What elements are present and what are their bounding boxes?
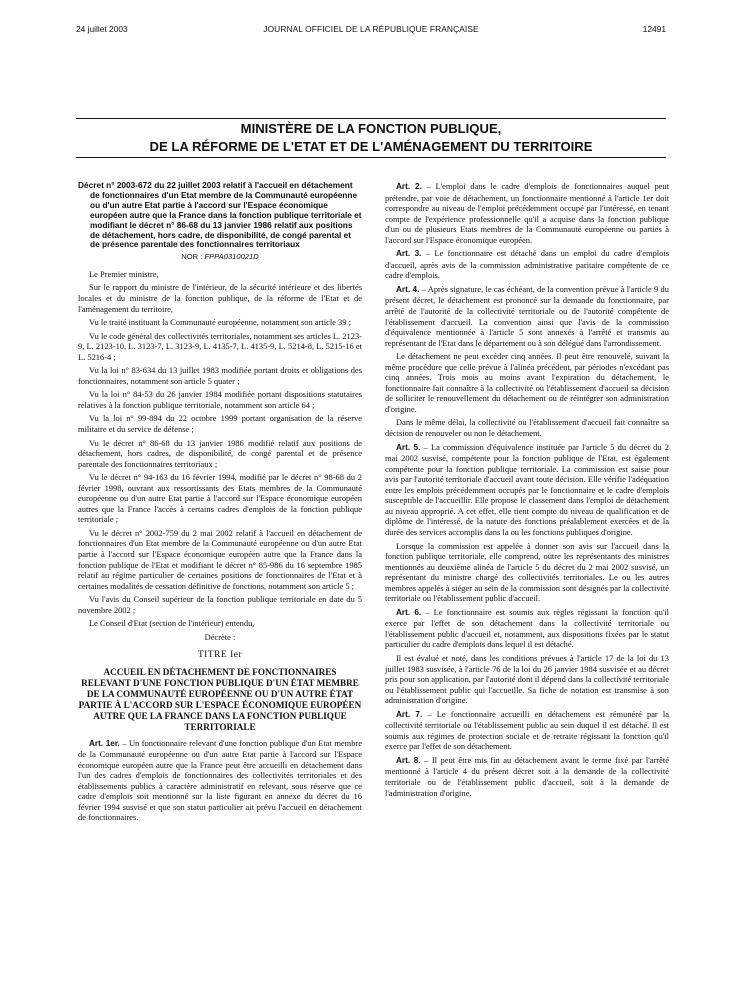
article-text: – Le fonctionnaire accueilli en détachement est rémunéré par la collectivité territoriale ou l'établissement public au sein duquel il est détaché. Il est soumis aux régimes de protection sociale et de retraite régissant la fonction qu'il exerce par l'effet de son détachement.: [385, 708, 669, 752]
article-text: Il est évalué et noté, dans les conditions prévues à l'article 17 de la loi du 13 juillet 1983 susvisée, à l'article 76 de la loi du 26 janvier 1984 susvisée et au décret pris pour son application, par l'autorité dont il dépend dans la collectivité territoriale ou l'établissement public qui l'accueille. Sa fiche de notation est transmise à son administration d'origine.: [385, 652, 669, 706]
nor-label: NOR :: [181, 252, 203, 262]
article-text: – Le fonctionnaire est soumis aux règles régissant la fonction qu'il exerce par l'effet de son détachement dans la collectivité territoriale ou l'établissement public d'accueil et, notamment, aux dispositions fixées par le statut particulier du cadre d'emplois dans lequel il est détaché.: [385, 606, 669, 650]
article-text: Lorsque la commission est appelée à donner son avis sur l'accueil dans la fonction publique territoriale, elle comprend, outre les représentants des ministres mentionnés au deuxième alinéa de l'article 5 du décret du 2 mai 2002 susvisé, un représentant du ministre chargé des collectivités territoriales. Le ou les autres membres appelés à siéger au sein de la commission sont désignés par la collectivité territoriale ou l'établissement public d'accueil.: [385, 540, 669, 604]
article-label: Art. 2.: [396, 182, 422, 191]
article-text: – Un fonctionnaire relevant d'une fonction publique d'un Etat membre de la Communauté européenne ou d'un autre Etat partie à l'accord sur l'Espace économique européen autre que la France peut être accueilli en détachement dans l'un des cadres d'emplois de fonctionnaires des collectivités territoriales et des établissements publics à caractère administratif en relevant, sous réserve que ce cadre d'emplois soit mentionné sur la liste figurant en annexe du décret du 16 février 1994 susvisé et que son statut particulier ait prévu l'accueil en détachement de fonctionnaires.: [78, 737, 362, 823]
ministry-banner: [76, 118, 666, 158]
article-text: – Le fonctionnaire est détaché dans un emploi du cadre d'emplois d'accueil, après avis de la commission administrative paritaire compétente de ce cadre d'emplois.: [385, 248, 669, 281]
article-text: – Après signature, le cas échéant, de la convention prévue à l'article 9 du présent décret, le détachement est prononcé sur la demande du fonctionnaire, par arrêté de l'autorité de la collectivité territoriale ou de l'autorité compétente de l'établissement d'accueil. La convention ainsi que l'avis de la commission d'équivalence mentionnée à l'article 5 sont annexés à l'arrêté et transmis au représentant de l'Etat dans le département ou à son délégué dans l'arrondissement.: [385, 283, 669, 348]
right-column: [385, 181, 669, 801]
preamble-paragraph: Vu le traité instituant la Communauté européenne, notamment son article 39 ;: [89, 317, 351, 328]
running-header: [76, 24, 666, 40]
preamble-paragraph: Vu la loi n° 83-634 du 13 juillet 1983 modifiée portant droits et obligations des fonctionnaires, notamment son article 5 quater ;: [78, 365, 362, 386]
preamble-paragraph: Le Conseil d'Etat (section de l'intérieur) entendu,: [89, 618, 255, 629]
article-paragraph: [385, 351, 669, 414]
articles-right: [385, 181, 669, 798]
preamble-paragraph: Vu le décret n° 86-68 du 13 janvier 1986 modifié relatif aux positions de détachement, hors cadres, de disponibilité, de congé parental et de présence parentale des fonctionnaires territoriaux ;: [78, 437, 362, 469]
nor-code: FPPA0310021D: [204, 252, 259, 262]
preamble-paragraph: Vu le décret n° 94-163 du 16 février 1994, modifié par le décret n° 98-68 du 2 février 1998, ouvrant aux ressortissants des Etats membres de la Communauté européenne ou d'un autre Etat partie à l'accord sur l'Espace économique européen autres que la France l'accès à certains cadres d'emplois de la fonction publique territoriale ;: [78, 472, 362, 525]
header-page-number: 12491: [642, 24, 666, 34]
article-label: Art. 4.: [396, 284, 420, 294]
nor-reference: [78, 252, 362, 263]
article-paragraph: [385, 181, 669, 245]
preamble: [78, 269, 362, 629]
decree-title: Décret n° 2003-672 du 22 juillet 2003 relatif à l'accueil en détachement de fonctionnaires d'un Etat membre de la Communauté européenne ou d'un autre Etat partie à l'accord sur l'Espace économique européen autre que la France dans la fonction publique territoriale et modifiant le décret n° 86-68 du 13 janvier 1986 relatif aux positions de détachement, hors cadre, de disponibilité, de congé parental et de présence parentale des fonctionnaires territoriaux: [78, 180, 362, 250]
article-paragraph: [385, 248, 669, 281]
ministry-line-1: MINISTÈRE DE LA FONCTION PUBLIQUE,: [240, 121, 502, 136]
article-text: Dans le même délai, la collectivité ou l'établissement d'accueil fait connaître sa décision de renouveler ou non le détachement.: [385, 417, 669, 439]
article-label: Art. 5.: [396, 442, 421, 452]
preamble-paragraph: Vu la loi n° 99-894 du 22 octobre 1999 portant organisation de la réserve militaire et du service de défense ;: [78, 413, 362, 434]
decrete-line: Décrète :: [204, 631, 236, 642]
article-label: Art. 6.: [396, 607, 422, 617]
ministry-line-2: DE LA RÉFORME DE L'ETAT ET DE L'AMÉNAGEMENT DU TERRITOIRE: [149, 139, 593, 154]
preamble-paragraph: Vu le décret n° 2002-759 du 2 mai 2002 relatif à l'accueil en détachement de fonctionnaires d'un Etat membre de la Communauté européenne ou d'un autre Etat partie à l'accord sur l'Espace économique européen autre que la France dans la fonction publique de l'Etat et modifiant le décret n° 85-986 du 16 septembre 1985 relatif au régime particulier de certaines positions de fonctionnaires de l'Etat et à certaines modalités de cessation définitive de fonctions, notamment son article 5 ;: [78, 527, 362, 591]
article-text: – L'emploi dans le cadre d'emplois de fonctionnaires auquel peut prétendre, par voie de détachement, un fonctionnaire mentionné à l'article 1er doit correspondre au niveau de l'emploi précédemment occupé par l'intéressé, en tenant compte de l'expérience professionnelle qu'il a acquise dans la fonction publique d'un ou de plusieurs Etats membres de la Communauté européenne ou parties à l'accord sur l'Espace économique européen.: [385, 181, 669, 245]
preamble-paragraph: Vu l'avis du Conseil supérieur de la fonction publique territoriale en date du 5 novembre 2002 ;: [78, 594, 362, 615]
preamble-paragraph: Vu la loi n° 84-53 du 26 janvier 1984 modifiée portant dispositions statutaires relatives à la fonction publique territoriale, notamment son article 64 ;: [78, 389, 362, 410]
header-journal-title: JOURNAL OFFICIEL DE LA RÉPUBLIQUE FRANÇAISE: [263, 24, 479, 34]
header-date: 24 juillet 2003: [76, 24, 128, 34]
titre-label: TITRE Ier: [197, 650, 243, 661]
article-text: – Il peut être mis fin au détachement avant le terme fixé par l'arrêté mentionné à l'article 4 du présent décret soit à la demande de la collectivité territoriale ou de l'établissement public d'accueil, soit à la demande de l'administration d'origine.: [385, 754, 669, 798]
article-paragraph: [385, 541, 669, 604]
preamble-paragraph: Vu le code général des collectivités territoriales, notamment ses articles L. 2123-9, L. 2123-10, L. 3123-7, L. 3123-9, L. 4135-7, L. 4135-9, L. 5214-8, L. 5215-16 et L. 5216-4 ;: [78, 330, 362, 362]
preamble-paragraph: Sur le rapport du ministre de l'intérieur, de la sécurité intérieure et des libertés locales et du ministre de la fonction publique, de la réforme de l'Etat et de l'aménagement du territoire,: [78, 282, 362, 314]
article-paragraph: [78, 738, 362, 823]
article-paragraph: [385, 755, 669, 798]
article-text: Le détachement ne peut excéder cinq années. Il peut être renouvelé, suivant la même procédure que celle prévue à l'alinéa précédent, par périodes n'excédant pas cinq années. Trois mois au moins avant l'expiration du détachement, le fonctionnaire fait connaître à la collectivité ou l'établissement d'accueil sa décision de solliciter le renouvellement du détachement ou de réintégrer son administration d'origine.: [385, 351, 669, 414]
article-label: Art. 8.: [396, 755, 421, 765]
article-paragraph: [385, 284, 669, 348]
titre-heading: ACCUEIL EN DÉTACHEMENT DE FONCTIONNAIRES RELEVANT D'UNE FONCTION PUBLIQUE D'UN ÉTAT MEMBRE DE LA COMMUNAUTÉ EUROPÉENNE OU D'UN AUTRE ÉTAT PARTIE À L'ACCORD SUR L'ESPACE ÉCONOMIQUE EUROPÉEN AUTRE QUE LA FRANCE DANS LA FONCTION PUBLIQUE TERRITORIALE: [78, 666, 362, 733]
articles-left: [78, 738, 362, 823]
article-label: Art. 3.: [396, 249, 422, 259]
article-label: Art. 1er.: [89, 738, 120, 748]
left-column: [78, 181, 362, 826]
article-paragraph: [385, 653, 669, 706]
article-paragraph: [385, 709, 669, 752]
article-paragraph: [385, 607, 669, 650]
article-paragraph: [385, 442, 669, 538]
article-paragraph: [385, 417, 669, 438]
article-label: Art. 7.: [396, 709, 423, 719]
article-text: – La commission d'équivalence instituée par l'article 5 du décret du 2 mai 2002 susvisé, compétente pour la fonction publique de l'Etat, est également compétente pour la fonction publique territoriale. La commission est saisie pour avis par l'autorité territoriale d'accueil avant toute décision. Elle vérifie l'adéquation entre les emplois précédemment occupés par le fonctionnaire et le cadre d'emplois susceptible de l'accueillir. Elle propose le classement dans l'emploi de détachement au niveau approprié. A cet effet, elle tient compte du niveau de qualification et de diplôme de l'intéressé, de la nature des fonctions préalablement exercées et de la durée des services accomplis dans la ou les fonctions publiques d'origine.: [385, 441, 669, 537]
preamble-paragraph: Le Premier ministre,: [89, 268, 159, 279]
